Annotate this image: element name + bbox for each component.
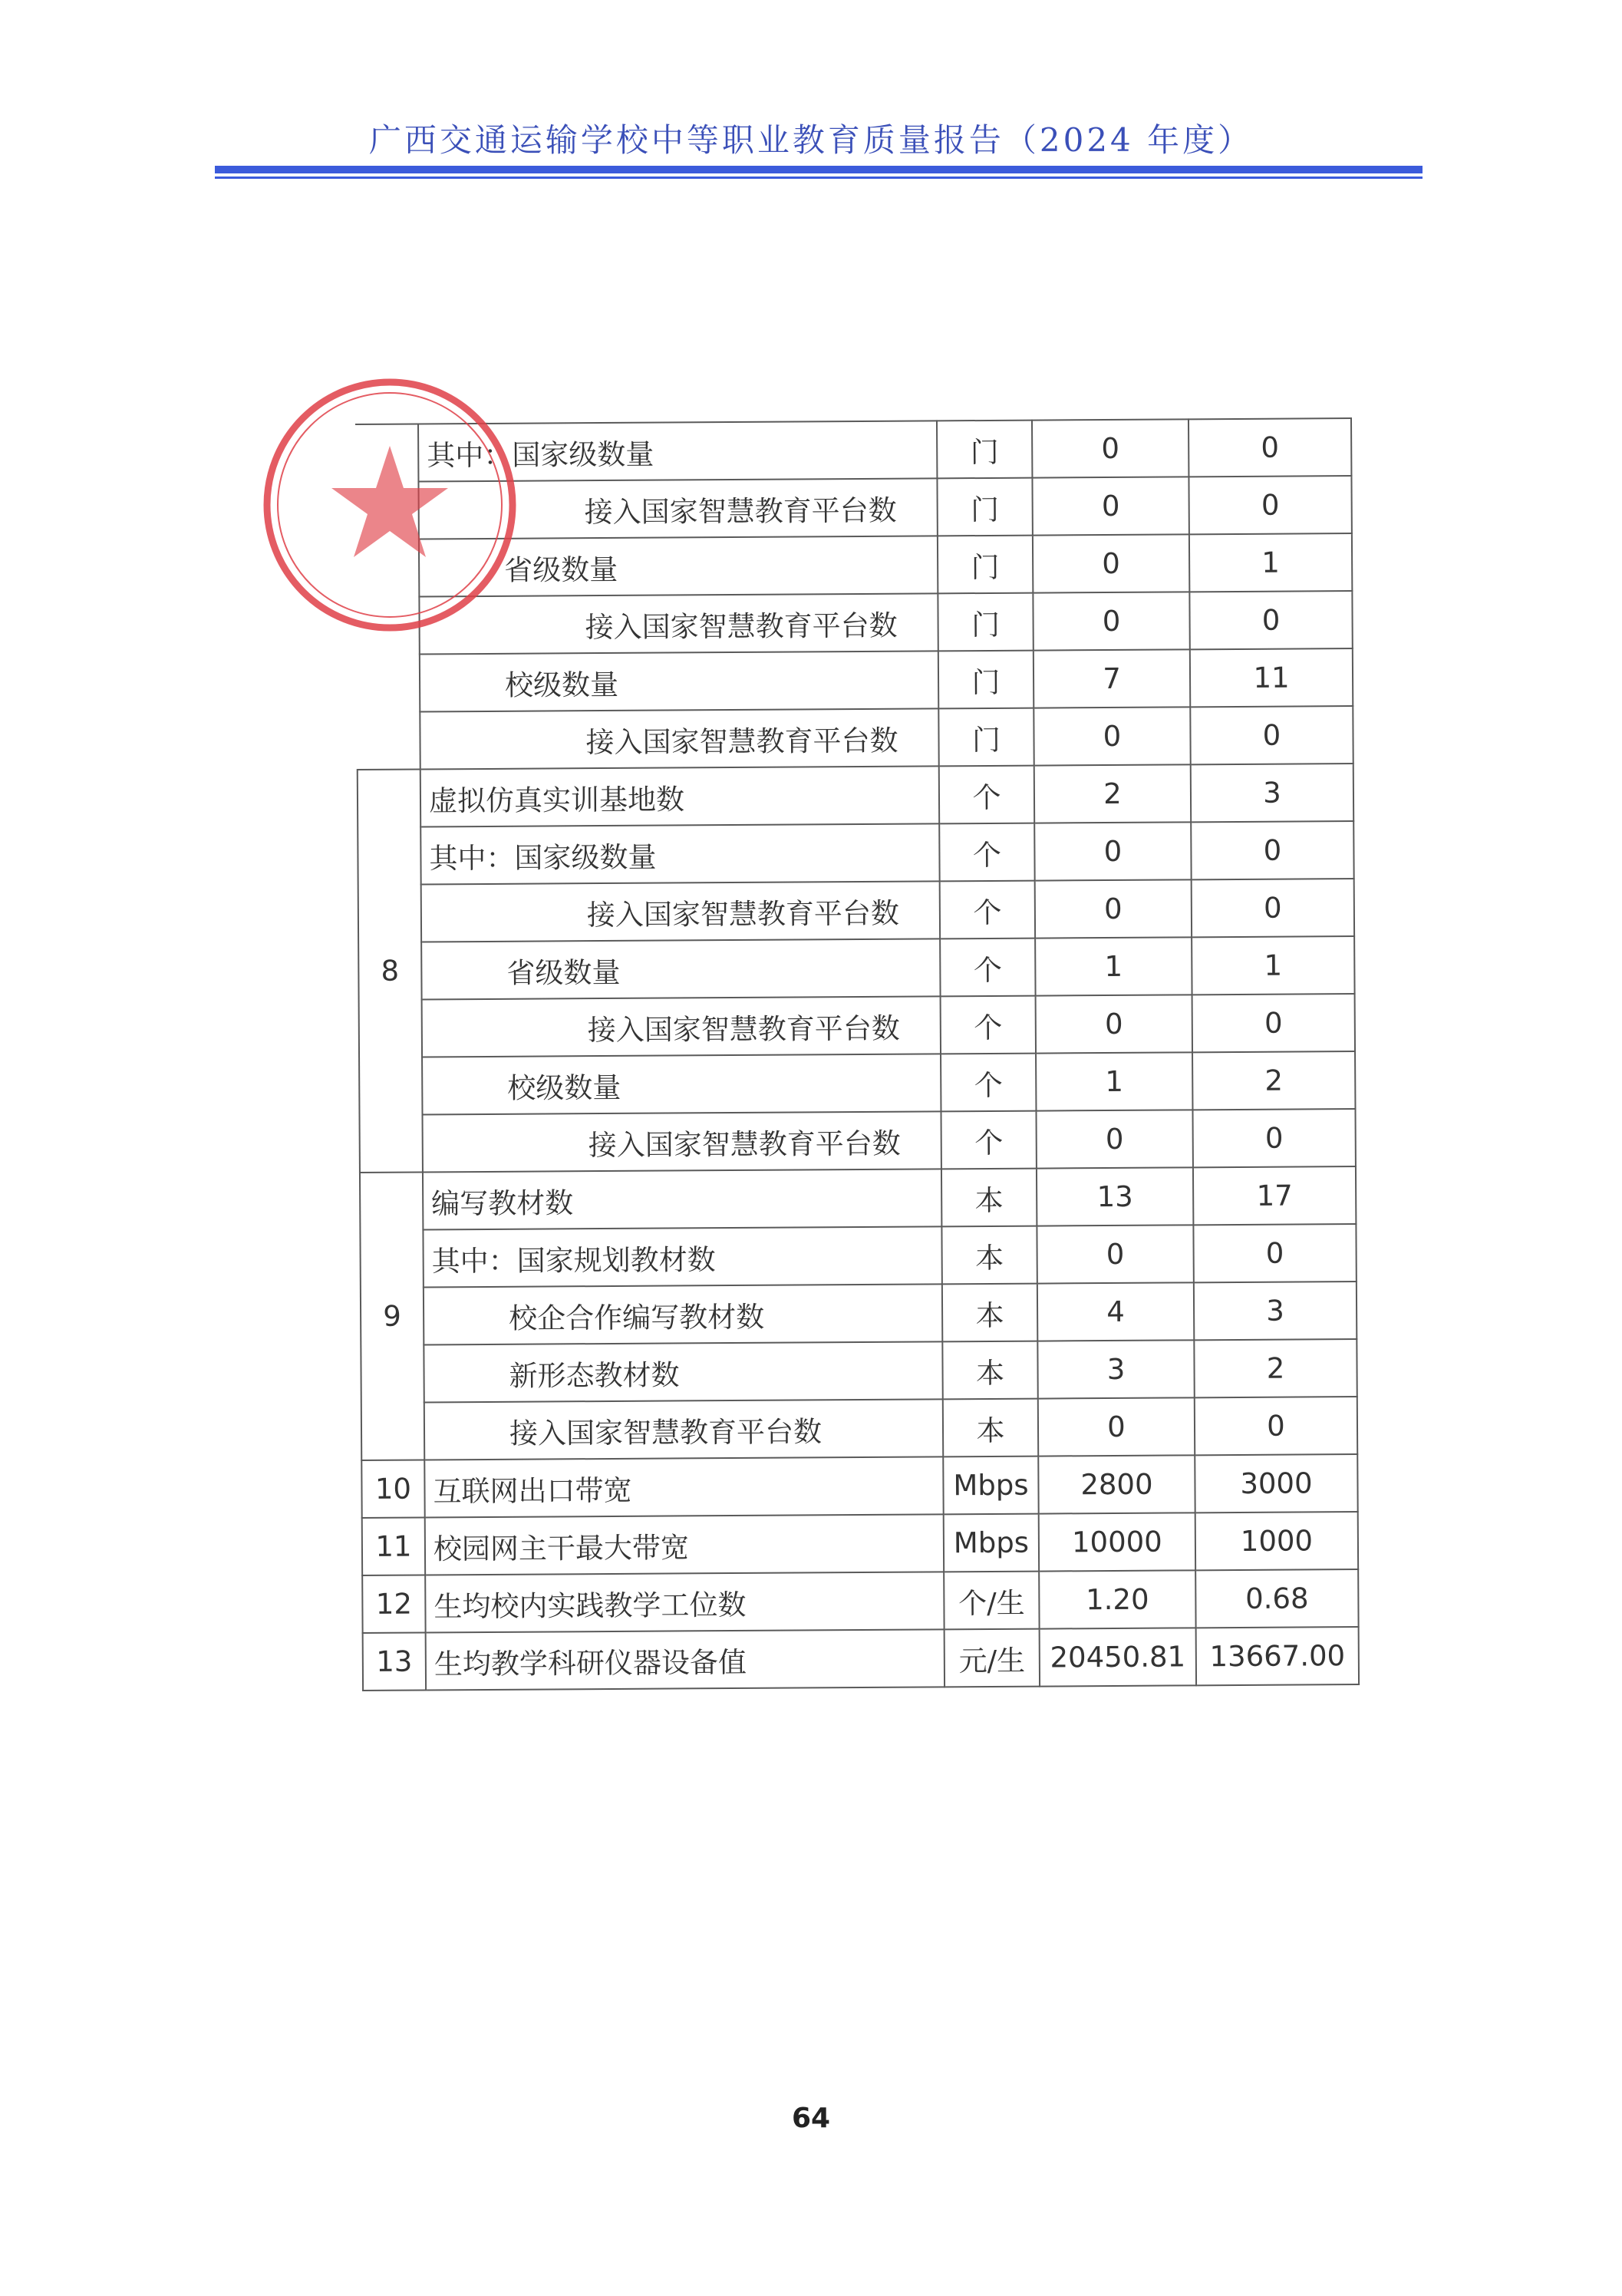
value-cell-1: 1 bbox=[1035, 937, 1192, 995]
unit-cell: 本 bbox=[943, 1399, 1038, 1457]
item-name-cell: 接入国家智慧教育平台数 bbox=[422, 996, 941, 1057]
value-cell-2: 2 bbox=[1192, 1051, 1355, 1110]
group-number-cell: 11 bbox=[362, 1517, 425, 1575]
value-cell-2: 17 bbox=[1193, 1166, 1356, 1225]
value-cell-1: 0 bbox=[1036, 995, 1192, 1053]
item-name-cell: 接入国家智慧教育平台数 bbox=[423, 1111, 941, 1172]
item-name-cell: 校级数量 bbox=[420, 651, 938, 711]
item-name-cell: 接入国家智慧教育平台数 bbox=[419, 593, 938, 654]
unit-cell: 个 bbox=[941, 996, 1036, 1054]
value-cell-2: 0 bbox=[1193, 1224, 1356, 1282]
value-cell-1: 2 bbox=[1034, 764, 1191, 823]
unit-cell: 门 bbox=[937, 478, 1032, 536]
value-cell-2: 0 bbox=[1188, 476, 1351, 534]
table-row bbox=[361, 1339, 1357, 1403]
value-cell-2: 0 bbox=[1189, 591, 1352, 649]
value-cell-1: 20450.81 bbox=[1040, 1628, 1196, 1686]
table-row bbox=[361, 1282, 1357, 1345]
value-cell-1: 0 bbox=[1035, 879, 1192, 938]
table-row bbox=[361, 1454, 1357, 1518]
item-name-cell: 接入国家智慧教育平台数 bbox=[420, 708, 938, 769]
unit-cell: 本 bbox=[941, 1169, 1037, 1227]
value-cell-2: 13667.00 bbox=[1196, 1627, 1359, 1685]
value-cell-2: 11 bbox=[1190, 648, 1353, 707]
official-seal-icon bbox=[258, 373, 523, 638]
table-row bbox=[361, 1397, 1357, 1460]
value-cell-1: 13 bbox=[1037, 1167, 1193, 1226]
item-name-cell: 其中：国家级数量 bbox=[418, 421, 937, 481]
table-row bbox=[360, 1224, 1356, 1288]
value-cell-2: 1 bbox=[1192, 936, 1354, 995]
value-cell-1: 0 bbox=[1033, 592, 1189, 650]
header-rule-thick bbox=[215, 166, 1423, 173]
value-cell-2: 3000 bbox=[1195, 1454, 1357, 1513]
item-name-cell: 其中：国家级数量 bbox=[420, 823, 939, 884]
item-name-cell: 新形态教材数 bbox=[424, 1341, 942, 1402]
unit-cell: 个/生 bbox=[944, 1572, 1039, 1630]
unit-cell: 门 bbox=[938, 536, 1033, 594]
table-row bbox=[358, 764, 1353, 827]
value-cell-1: 4 bbox=[1037, 1282, 1194, 1341]
item-name-cell: 校级数量 bbox=[422, 1054, 941, 1114]
table-row bbox=[359, 994, 1355, 1057]
value-cell-2: 2 bbox=[1194, 1339, 1357, 1397]
value-cell-2: 0 bbox=[1192, 1109, 1355, 1167]
value-cell-2: 0 bbox=[1192, 879, 1354, 937]
value-cell-1: 3 bbox=[1037, 1340, 1194, 1398]
value-cell-1: 0 bbox=[1032, 477, 1188, 535]
report-title: 广西交通运输学校中等职业教育质量报告（2024 年度） bbox=[368, 121, 1254, 159]
value-cell-1: 0 bbox=[1033, 534, 1189, 592]
group-number-cell: 12 bbox=[362, 1575, 425, 1632]
unit-cell: 门 bbox=[937, 421, 1032, 479]
item-name-cell: 省级数量 bbox=[421, 939, 940, 999]
item-name-cell: 互联网出口带宽 bbox=[424, 1456, 943, 1517]
table-row bbox=[359, 1051, 1355, 1115]
value-cell-1: 0 bbox=[1037, 1225, 1193, 1283]
group-number-cell: 13 bbox=[363, 1632, 426, 1690]
table-row bbox=[360, 1109, 1356, 1173]
unit-cell: 本 bbox=[941, 1226, 1037, 1285]
page-number: 64 bbox=[791, 2103, 831, 2134]
value-cell-1: 10000 bbox=[1039, 1513, 1195, 1571]
unit-cell: 门 bbox=[938, 651, 1034, 709]
item-name-cell: 接入国家智慧教育平台数 bbox=[424, 1399, 943, 1460]
value-cell-1: 7 bbox=[1034, 649, 1190, 708]
item-name-cell: 生均校内实践教学工位数 bbox=[425, 1572, 944, 1632]
item-name-cell: 校园网主干最大带宽 bbox=[425, 1514, 944, 1575]
unit-cell: 元/生 bbox=[945, 1629, 1040, 1687]
table-row bbox=[360, 1166, 1356, 1230]
value-cell-2: 1 bbox=[1189, 533, 1352, 592]
unit-cell: 个 bbox=[940, 881, 1035, 939]
item-name-cell: 接入国家智慧教育平台数 bbox=[418, 478, 937, 539]
value-cell-1: 0 bbox=[1034, 822, 1191, 880]
unit-cell: 个 bbox=[940, 939, 1035, 997]
value-cell-2: 0 bbox=[1195, 1397, 1357, 1455]
unit-cell: 门 bbox=[938, 708, 1034, 767]
header-rule-thin bbox=[215, 176, 1423, 179]
table-row bbox=[362, 1512, 1358, 1575]
item-name-cell: 接入国家智慧教育平台数 bbox=[421, 881, 940, 942]
value-cell-1: 1.20 bbox=[1039, 1570, 1195, 1628]
value-cell-2: 0 bbox=[1191, 821, 1353, 879]
table-row bbox=[357, 648, 1353, 712]
group-number-cell: 8 bbox=[358, 769, 423, 1172]
table-row bbox=[358, 936, 1354, 1000]
value-cell-1: 0 bbox=[1034, 707, 1190, 765]
value-cell-1: 0 bbox=[1038, 1397, 1195, 1456]
item-name-cell: 校企合作编写教材数 bbox=[424, 1284, 942, 1344]
value-cell-2: 1000 bbox=[1195, 1512, 1358, 1570]
group-number-cell: 10 bbox=[361, 1460, 424, 1517]
table-row bbox=[358, 821, 1353, 885]
unit-cell: 个 bbox=[939, 823, 1034, 882]
value-cell-2: 0 bbox=[1192, 994, 1355, 1052]
value-cell-2: 0 bbox=[1190, 706, 1353, 764]
value-cell-2: 3 bbox=[1191, 764, 1353, 822]
value-cell-2: 0 bbox=[1188, 418, 1351, 477]
table-row bbox=[358, 879, 1354, 942]
table-row bbox=[357, 706, 1353, 770]
unit-cell: 门 bbox=[938, 593, 1033, 652]
item-name-cell: 省级数量 bbox=[419, 536, 938, 596]
table-row bbox=[363, 1627, 1359, 1691]
unit-cell: Mbps bbox=[944, 1514, 1039, 1572]
unit-cell: 个 bbox=[941, 1054, 1036, 1112]
table-row bbox=[362, 1569, 1358, 1633]
unit-cell: Mbps bbox=[943, 1456, 1038, 1515]
value-cell-1: 2800 bbox=[1038, 1455, 1195, 1513]
item-name-cell: 生均教学科研仪器设备值 bbox=[426, 1629, 945, 1690]
value-cell-2: 3 bbox=[1194, 1282, 1357, 1340]
item-name-cell: 其中：国家规划教材数 bbox=[423, 1226, 941, 1287]
item-name-cell: 编写教材数 bbox=[423, 1169, 941, 1229]
value-cell-2: 0.68 bbox=[1195, 1569, 1358, 1628]
group-number-cell: 9 bbox=[360, 1172, 424, 1460]
value-cell-1: 1 bbox=[1036, 1052, 1192, 1110]
value-cell-1: 0 bbox=[1036, 1110, 1192, 1168]
unit-cell: 本 bbox=[942, 1341, 1037, 1400]
value-cell-1: 0 bbox=[1032, 419, 1188, 477]
item-name-cell: 虚拟仿真实训基地数 bbox=[420, 766, 939, 826]
unit-cell: 本 bbox=[942, 1284, 1037, 1342]
unit-cell: 个 bbox=[941, 1111, 1036, 1169]
unit-cell: 个 bbox=[939, 766, 1034, 824]
